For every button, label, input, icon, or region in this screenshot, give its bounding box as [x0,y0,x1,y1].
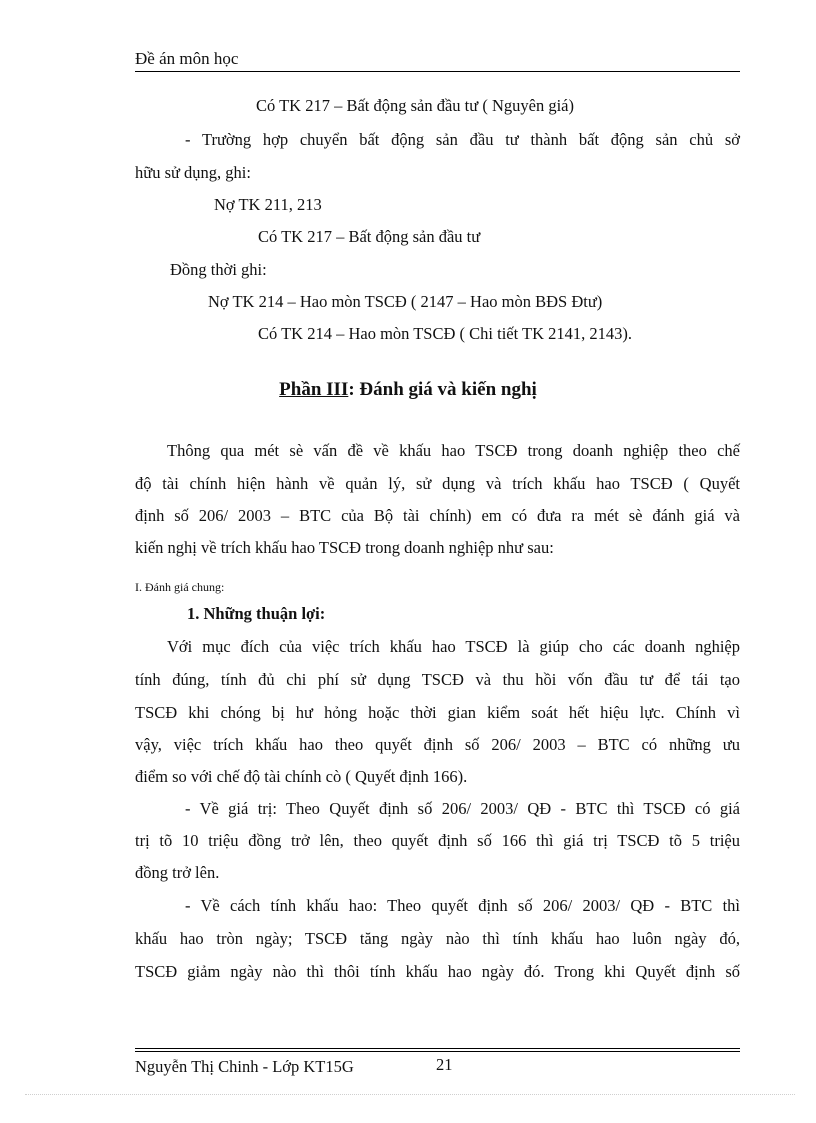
entry-line: Có TK 217 – Bất động sản đầu tư ( Nguyên giá) [256,96,574,115]
footer-rule [135,1048,740,1049]
section-part-label: Phần III [279,379,349,400]
paragraph-line: định số 206/ 2003 – BTC của Bộ tài chính) em có đưa ra mét sè đánh giá và [135,506,740,525]
section-title [0,379,816,401]
paragraph-line: điểm so với chế độ tài chính cò ( Quyết định 166). [135,767,468,786]
page-edge-dots [25,1094,795,1095]
paragraph-line: độ tài chính hiện hành về quản lý, sử dụng và trích khấu hao TSCĐ ( Quyết [135,474,740,493]
paragraph-line: hữu sử dụng, ghi: [135,163,251,182]
paragraph-line: - Trường hợp chuyển bất động sản đầu tư thành bất động sản chủ sở [185,130,740,149]
paragraph-line: vậy, việc trích khấu hao theo quyết định số 206/ 2003 – BTC có những ưu [135,735,740,754]
paragraph-line: TSCĐ giảm ngày nào thì thôi tính khấu hao ngày đó. Trong khi Quyết định số [135,962,740,981]
item-heading: 1. Những thuận lợi: [187,604,326,623]
paragraph-line: - Về cách tính khấu hao: Theo quyết định số 206/ 2003/ QĐ - BTC thì [185,896,740,915]
paragraph-line: khấu hao tròn ngày; TSCĐ tăng ngày nào thì tính khấu hao luôn ngày đó, [135,929,740,948]
header-title: Đề án môn học [135,49,239,68]
header-rule [135,71,740,72]
paragraph-line: Thông qua mét sè vấn đề về khấu hao TSCĐ trong doanh nghiệp theo chế [167,441,740,460]
entry-line: Nợ TK 214 – Hao mòn TSCĐ ( 2147 – Hao mòn BĐS Đtư) [208,292,603,311]
entry-line: Có TK 217 – Bất động sản đầu tư [258,227,481,246]
entry-line: Nợ TK 211, 213 [214,195,322,214]
paragraph-line: - Về giá trị: Theo Quyết định số 206/ 2003/ QĐ - BTC thì TSCĐ có giá [185,799,740,818]
entry-line: Đồng thời ghi: [170,260,267,279]
paragraph-line: tính đúng, tính đủ chi phí sử dụng TSCĐ và thu hồi vốn đầu tư để tái tạo [135,670,740,689]
footer-rule [135,1051,740,1052]
paragraph-line: TSCĐ khi chóng bị hư hỏng hoặc thời gian kiểm soát hết hiệu lực. Chính vì [135,703,740,722]
page-number: 21 [436,1055,453,1074]
entry-line: Có TK 214 – Hao mòn TSCĐ ( Chi tiết TK 2141, 2143). [258,324,633,343]
section-part-title: : Đánh giá và kiến nghị [348,379,537,400]
paragraph-line: Với mục đích của việc trích khấu hao TSCĐ là giúp cho các doanh nghiệp [167,637,740,656]
paragraph-line: đồng trở lên. [135,863,220,882]
subsection-heading: I. Đánh giá chung: [135,580,225,594]
paragraph-line: kiến nghị về trích khấu hao TSCĐ trong doanh nghiệp như sau: [135,538,554,557]
footer-author: Nguyễn Thị Chinh - Lớp KT15G [135,1057,354,1076]
paragraph-line: trị tõ 10 triệu đồng trở lên, theo quyết định số 166 thì giá trị TSCĐ tõ 5 triệu [135,831,740,850]
